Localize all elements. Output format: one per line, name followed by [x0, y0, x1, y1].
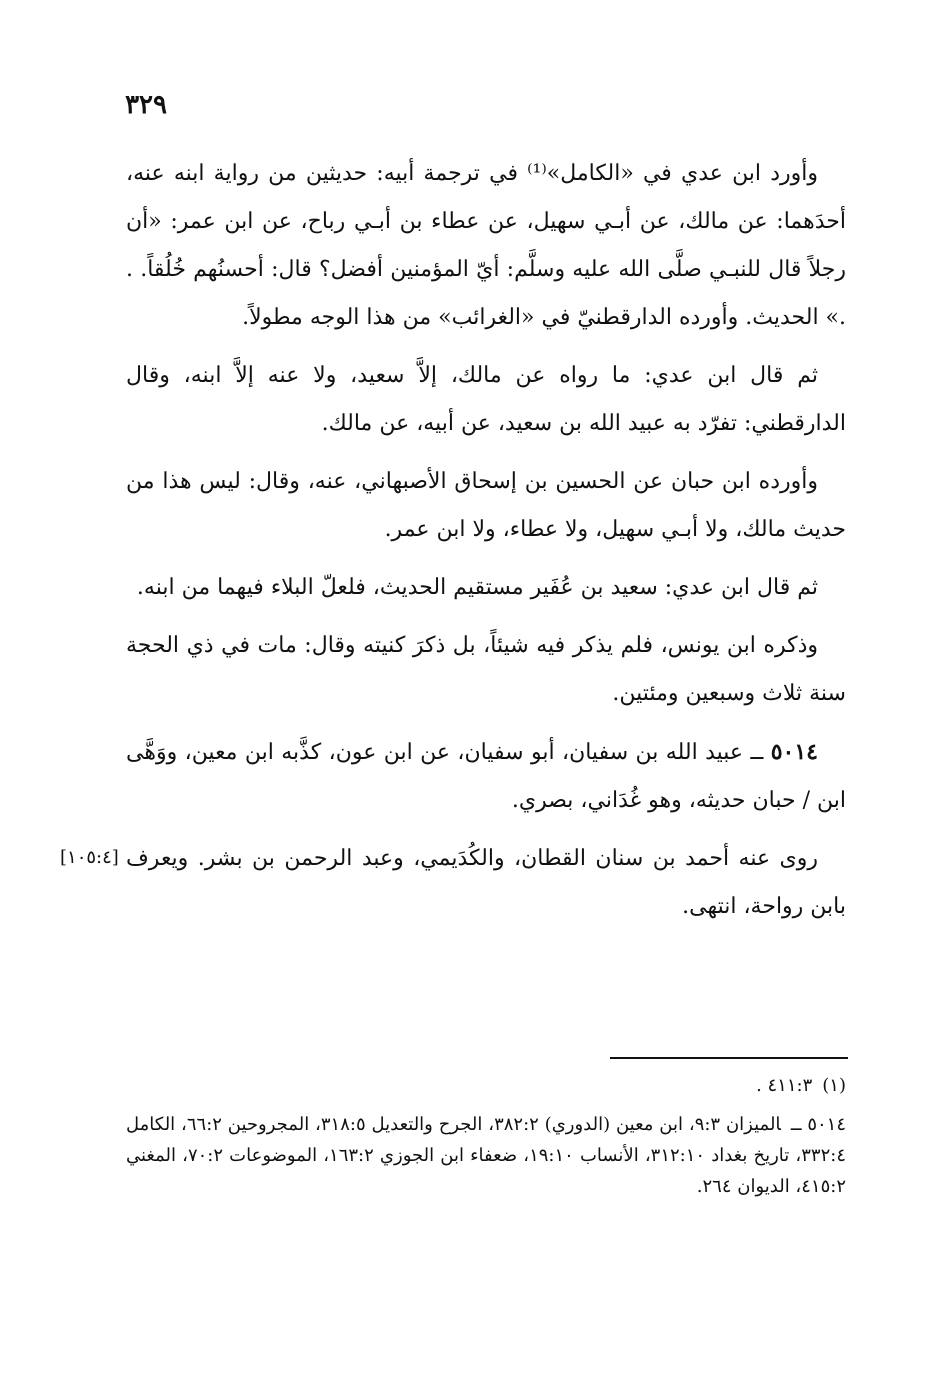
- main-text: [126, 150, 846, 931]
- footnote-2: [126, 1109, 846, 1202]
- entry-text: ــ عبيد الله بن سفيان، أبو سفيان، عن ابن عون، كذَّبه ابن معين، ووَهَّى ابن / حبان حديثه، وهو غُدَاني، بصري.: [126, 740, 846, 813]
- footnote-marker: (١): [822, 1075, 846, 1096]
- paragraph-4: ثم قال ابن عدي: سعيد بن عُفَير مستقيم الحديث، فلعلّ البلاء فيهما من ابنه.: [136, 575, 818, 600]
- footnote-divider: [610, 1057, 848, 1059]
- paragraph-7: روى عنه أحمد بن سنان القطان، والكُدَيمي، وعبد الرحمن بن بشر. ويعرف بابن رواحة، انتهى.: [126, 846, 846, 919]
- paragraph-2: ثم قال ابن عدي: ما رواه عن مالك، إلاَّ سعيد، ولا عنه إلاَّ ابنه، وقال الدارقطني: تفرّد به عبيد الله بن سعيد، عن أبيه، عن مالك.: [126, 363, 846, 436]
- footnote-marker: ٥٠١٤ ــ: [790, 1114, 847, 1135]
- footnote-text: الميزان ٩:٣، ابن معين (الدوري) ٣٨٢:٢، الجرح والتعديل ٣١٨:٥، المجروحين ٦٦:٢، الكامل ٣٣٢:٤، تاريخ بغداد ٣١٢:١٠، الأنساب ١٩:١٠، ضعفاء ابن الجوزي ١٦٣:٢، الموضوعات ٧٠:٢، المغني ٤١٥:٢، الديوان ٢٦٤.: [126, 1114, 846, 1197]
- entry-paragraph: [126, 728, 846, 825]
- page-number: ٣٢٩: [125, 90, 167, 120]
- footnotes: [126, 1070, 846, 1210]
- entry-number: ٥٠١٤: [770, 739, 818, 765]
- footnote-text: ٤١١:٣ .: [756, 1075, 813, 1096]
- paragraph-1: وأورد ابن عدي في «الكامل»⁽¹⁾ في ترجمة أبيه: حديثين من رواية ابنه عنه، أحدَهما: عن مالك، عن أبـي سهيل، عن عطاء بن أبـي رباح، عن ابن عمر: «أن رجلاً قال للنبـي صلَّى الله عليه وسلَّم: أيّ المؤمنين أفضل؟ قال: أحسنُهم خُلُقاً. . .» الحديث. وأورده الدارقطنيّ في «الغرائب» من هذا الوجه مطولاً.: [126, 161, 846, 330]
- footnote-1: [126, 1070, 846, 1101]
- paragraph-5: وذكره ابن يونس، فلم يذكر فيه شيئاً، بل ذكرَ كنيته وقال: مات في ذي الحجة سنة ثلاث وسبعين ومئتين.: [126, 633, 846, 706]
- paragraph-3: وأورده ابن حبان عن الحسين بن إسحاق الأصبهاني، عنه، وقال: ليس هذا من حديث مالك، ولا أبـي سهيل، ولا عطاء، ولا ابن عمر.: [126, 469, 846, 542]
- margin-reference: [١٠٥:٤]: [60, 847, 119, 868]
